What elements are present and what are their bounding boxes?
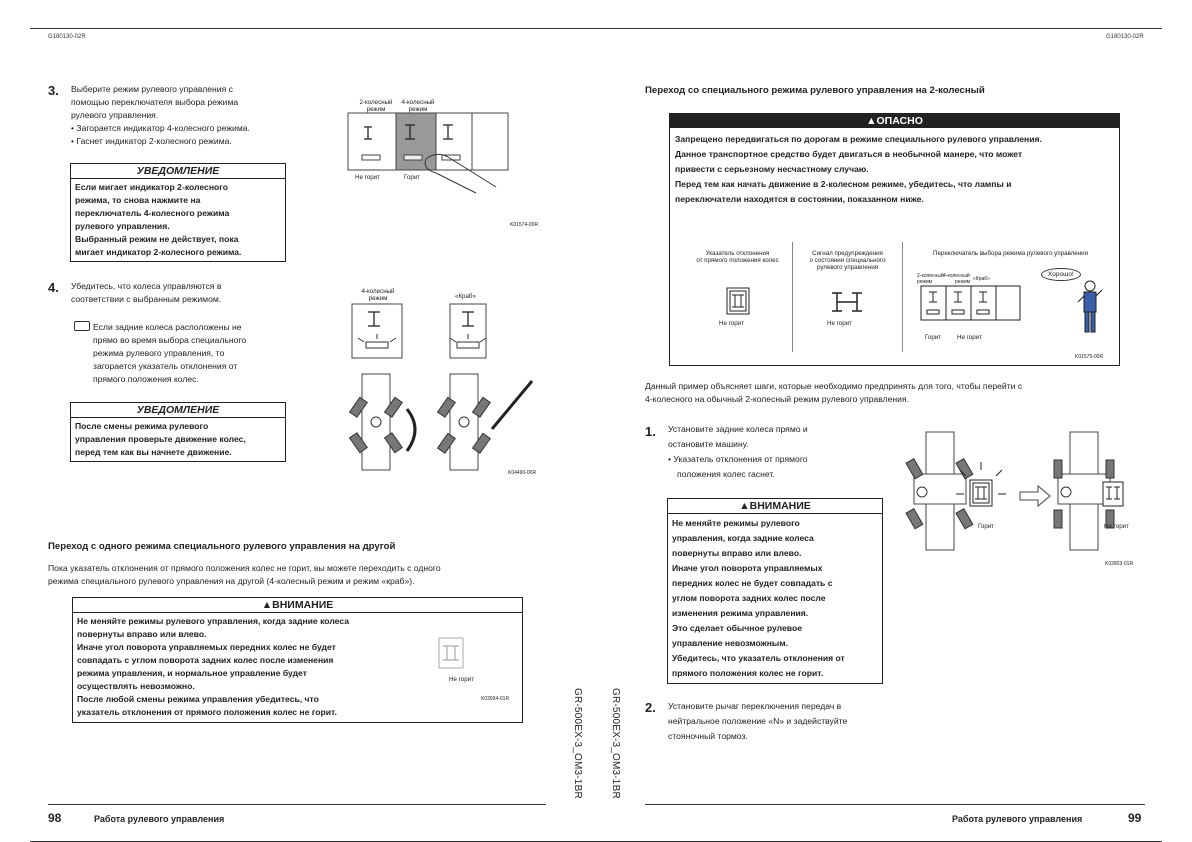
col3-off: Не горит (957, 334, 982, 341)
danger-panel-deviation (683, 242, 793, 352)
col3-mode-b: режим (955, 279, 971, 285)
notice-box-1 (70, 163, 286, 262)
step3-number: 3. (48, 83, 59, 98)
deviation-indicator-icon (439, 638, 463, 668)
step2-line: Установите рычаг переключения передач в (668, 701, 842, 711)
fig1-code: K01574-00R (510, 222, 539, 228)
step4-line: соответствии с выбранным режимом. (71, 294, 222, 304)
mode-switch-panel-icon (921, 286, 1021, 322)
fig1-on-label: Горит (404, 174, 421, 181)
caution-fig-code: K03934-01R (481, 696, 510, 702)
danger-panel-label: Переключатель выбора режима рулевого управления (933, 250, 1088, 257)
header-rule-left (30, 28, 597, 29)
fig1-label: режим (366, 106, 386, 113)
notice-title: УВЕДОМЛЕНИЕ (71, 403, 285, 418)
danger-panel-label (683, 250, 792, 264)
switch-panel-illustration (348, 113, 518, 193)
warning-triangle-icon: ▲ (866, 115, 877, 127)
note-line: Если задние колеса расположены не (93, 322, 242, 332)
caution-title-text: ВНИМАНИЕ (272, 599, 334, 611)
vertical-code-left: GR-500EX-3_OM3-1BR (572, 688, 583, 799)
caution-line: прямого положения колес не горит. (672, 668, 824, 678)
caution-body (73, 613, 413, 721)
fig2-label-4w (356, 288, 400, 302)
caution-line: Иначе угол поворота управляемых (672, 563, 823, 573)
step2-line: нейтральное положение «N» и задействуйте (668, 716, 848, 726)
right-fig-code: K02803-01R (1105, 561, 1134, 567)
danger-fig-code: K01575-00R (1075, 354, 1104, 360)
step3-bullet: • Загорается индикатор 4-колесного режима. (71, 123, 250, 133)
danger-box (669, 113, 1120, 366)
notice-line: мигает индикатор 2-колесного режима. (75, 247, 242, 257)
footer-title-right: Работа рулевого управления (952, 814, 1083, 824)
step1-number: 1. (645, 424, 656, 439)
section-heading-right: Переход со специального режима рулевого управления на 2-колесный (645, 85, 985, 96)
right-fig-on: Горит (978, 523, 995, 530)
danger-panel-text: Сигнал предупреждения (812, 250, 883, 257)
danger-panel-text: от прямого положения колес (696, 257, 779, 264)
fig2-label: 4-колесный (361, 288, 395, 295)
col3-4w: 4-колесный (943, 273, 970, 279)
danger-line: привести с серьезному несчастному случаю. (675, 164, 869, 174)
caution-box-left (72, 597, 523, 723)
vertical-code-right: GR-500EX-3_OM3-1BR (610, 688, 621, 799)
caution-line: Не меняйте режимы рулевого (672, 518, 800, 528)
caution-line: повернуты вправо или влево. (672, 548, 802, 558)
deviation-indicator-icon (727, 288, 749, 314)
danger-panel-text: Указатель отклонения (705, 250, 770, 257)
page-number-left: 98 (48, 811, 62, 825)
fig1-label-2w (353, 99, 399, 113)
caution-title-text: ВНИМАНИЕ (749, 500, 811, 512)
worker-figure-icon (1078, 280, 1108, 336)
danger-panel-switch (903, 242, 1118, 352)
notice-line: перед тем как вы начнете движение. (75, 447, 232, 457)
section-text-left (48, 562, 538, 588)
step4-line: Убедитесь, что колеса управляются в (71, 281, 222, 291)
danger-line: Данное транспортное средство будет двигаться в необычной манере, что может (675, 149, 1023, 159)
fig2-label: режим (368, 295, 388, 302)
note-line: прямо во время выбора специального (93, 335, 247, 345)
intro-text-right (645, 380, 1155, 406)
right-fig-off: Не горит (1104, 523, 1129, 530)
step1-line: остановите машину. (668, 439, 749, 449)
step2-text (668, 699, 908, 744)
danger-off-2: Не горит (827, 320, 852, 327)
footer-title-left: Работа рулевого управления (94, 814, 225, 824)
step2-number: 2. (645, 700, 656, 715)
notice-line: Выбранный режим не действует, пока (75, 234, 239, 244)
caution-line: Не меняйте режимы рулевого управления, когда задние колеса (77, 616, 349, 626)
step3-bullet: • Гаснет индикатор 2-колесного режима. (71, 136, 232, 146)
fig1-off-label: Не горит (355, 174, 380, 181)
fig1-label: режим (408, 106, 428, 113)
caution-line: Это сделает обычное рулевое (672, 623, 802, 633)
notice-line: После смены режима рулевого (75, 421, 209, 431)
col3-mode-a: режим (917, 279, 933, 285)
warning-triangle-icon: ▲ (739, 500, 750, 512)
note-line: прямого положения колес. (93, 374, 199, 384)
intro-line: Данный пример объясняет шаги, которые необходимо предпринять для того, чтобы перейти с (645, 381, 1023, 391)
caution-line: Иначе угол поворота управляемых передних колес не будет (77, 642, 336, 652)
col3-crab: «Краб» (973, 276, 990, 282)
note-line: режима рулевого управления, то (93, 348, 225, 358)
wheel-mode-illustration (352, 304, 542, 474)
page-number-right: 99 (1128, 811, 1142, 825)
danger-body (670, 128, 1119, 211)
notice-body (71, 179, 285, 261)
step3-line: Выберите режим рулевого управления с (71, 84, 233, 94)
caution-line: указатель отклонения от прямого положения колес не горит. (77, 707, 337, 717)
notice-title: УВЕДОМЛЕНИЕ (71, 164, 285, 179)
step1-text (668, 422, 888, 482)
warning-triangle-icon: ▲ (261, 599, 273, 611)
notice-body (71, 418, 285, 461)
caution-body (668, 514, 882, 683)
footer-rule-right (645, 804, 1145, 805)
note-line: загорается указатель отклонения от (93, 361, 238, 371)
step3-text (71, 83, 331, 148)
danger-title (670, 114, 1119, 128)
caution-line: изменения режима управления. (672, 608, 809, 618)
caution-line: режима управления, и нормальное управление будет (77, 668, 307, 678)
section-heading-left: Переход с одного режима специального рулевого управления на другой (48, 541, 396, 552)
col3-2w: 2-колесный (917, 273, 944, 279)
fig1-label-4w (395, 99, 441, 113)
footer-rule-left (48, 804, 546, 805)
section-line: режима специального рулевого управления на другой (4-колесный режим и режим «краб»). (48, 576, 415, 586)
caution-line: управления, когда задние колеса (672, 533, 814, 543)
step1-bullet: • Указатель отклонения от прямого (668, 454, 808, 464)
caution-title (73, 598, 522, 613)
note-hand-icon (74, 321, 90, 331)
wheel-alignment-illustration (908, 432, 1148, 557)
intro-line: 4-колесного на обычный 2-колесный режим рулевого управления. (645, 394, 909, 404)
caution-line: повернуты вправо или влево. (77, 629, 207, 639)
section-line: Пока указатель отклонения от прямого положения колес не горит, вы можете переходить с одного (48, 563, 441, 573)
fig1-label: 4-колесный (401, 99, 435, 106)
danger-line: Запрещено передвигаться по дорогам в режиме специального рулевого управления. (675, 134, 1042, 144)
fig2-label-crab: «Краб» (455, 293, 476, 300)
doc-code-left: G180130-02R (48, 34, 86, 40)
step4-text (71, 280, 331, 306)
danger-panel-label (793, 250, 902, 271)
caution-title (668, 499, 882, 514)
notice-line: режима, то снова нажмите на (75, 195, 201, 205)
step1-bullet: положения колес гаснет. (677, 469, 775, 479)
notice-line: управления проверьте движение колес, (75, 434, 246, 444)
danger-panel-text: рулевого управления (816, 264, 879, 271)
danger-line: переключатели находятся в состоянии, показанном ниже. (675, 194, 924, 204)
notice-line: Если мигает индикатор 2-колесного (75, 182, 228, 192)
danger-panel-warning (793, 242, 903, 352)
caution-fig-label: Не горит (449, 676, 474, 683)
doc-code-right: G180130-02R (1106, 34, 1144, 40)
fig2-code: K04490-00R (508, 470, 537, 476)
notice-box-2 (70, 402, 286, 462)
caution-line: передних колес не будет совпадать с (672, 578, 833, 588)
caution-line: осуществлять невозможно. (77, 681, 195, 691)
notice-line: переключатель 4-колесного режима (75, 208, 230, 218)
step3-line: помощью переключателя выбора режима (71, 97, 239, 107)
step4-note (93, 321, 293, 386)
danger-line: Перед тем как начать движение в 2-колесном режиме, убедитесь, что лампы и (675, 179, 1012, 189)
step4-number: 4. (48, 280, 59, 295)
caution-line: углом поворота задних колес после (672, 593, 826, 603)
header-rule-right (596, 28, 1162, 29)
special-steering-warning-icon (829, 290, 865, 314)
caution-line: совпадать с углом поворота задних колес после изменения (77, 655, 334, 665)
notice-line: рулевого управления. (75, 221, 170, 231)
caution-line: После любой смены режима управления убедитесь, что (77, 694, 319, 704)
caution-line: Убедитесь, что указатель отклонения от (672, 653, 845, 663)
danger-panel-text: о состоянии специального (809, 257, 886, 264)
step3-line: рулевого управления. (71, 110, 159, 120)
caution-line: управление невозможным. (672, 638, 789, 648)
fig1-label: 2-колесный (359, 99, 393, 106)
caution-box-right (667, 498, 883, 684)
speech-bubble: Хорошо! (1041, 268, 1081, 281)
col3-on: Горит (925, 334, 942, 341)
danger-title-text: ОПАСНО (876, 115, 923, 127)
danger-off-1: Не горит (719, 320, 744, 327)
step1-line: Установите задние колеса прямо и (668, 424, 808, 434)
step2-line: стояночный тормоз. (668, 731, 748, 741)
